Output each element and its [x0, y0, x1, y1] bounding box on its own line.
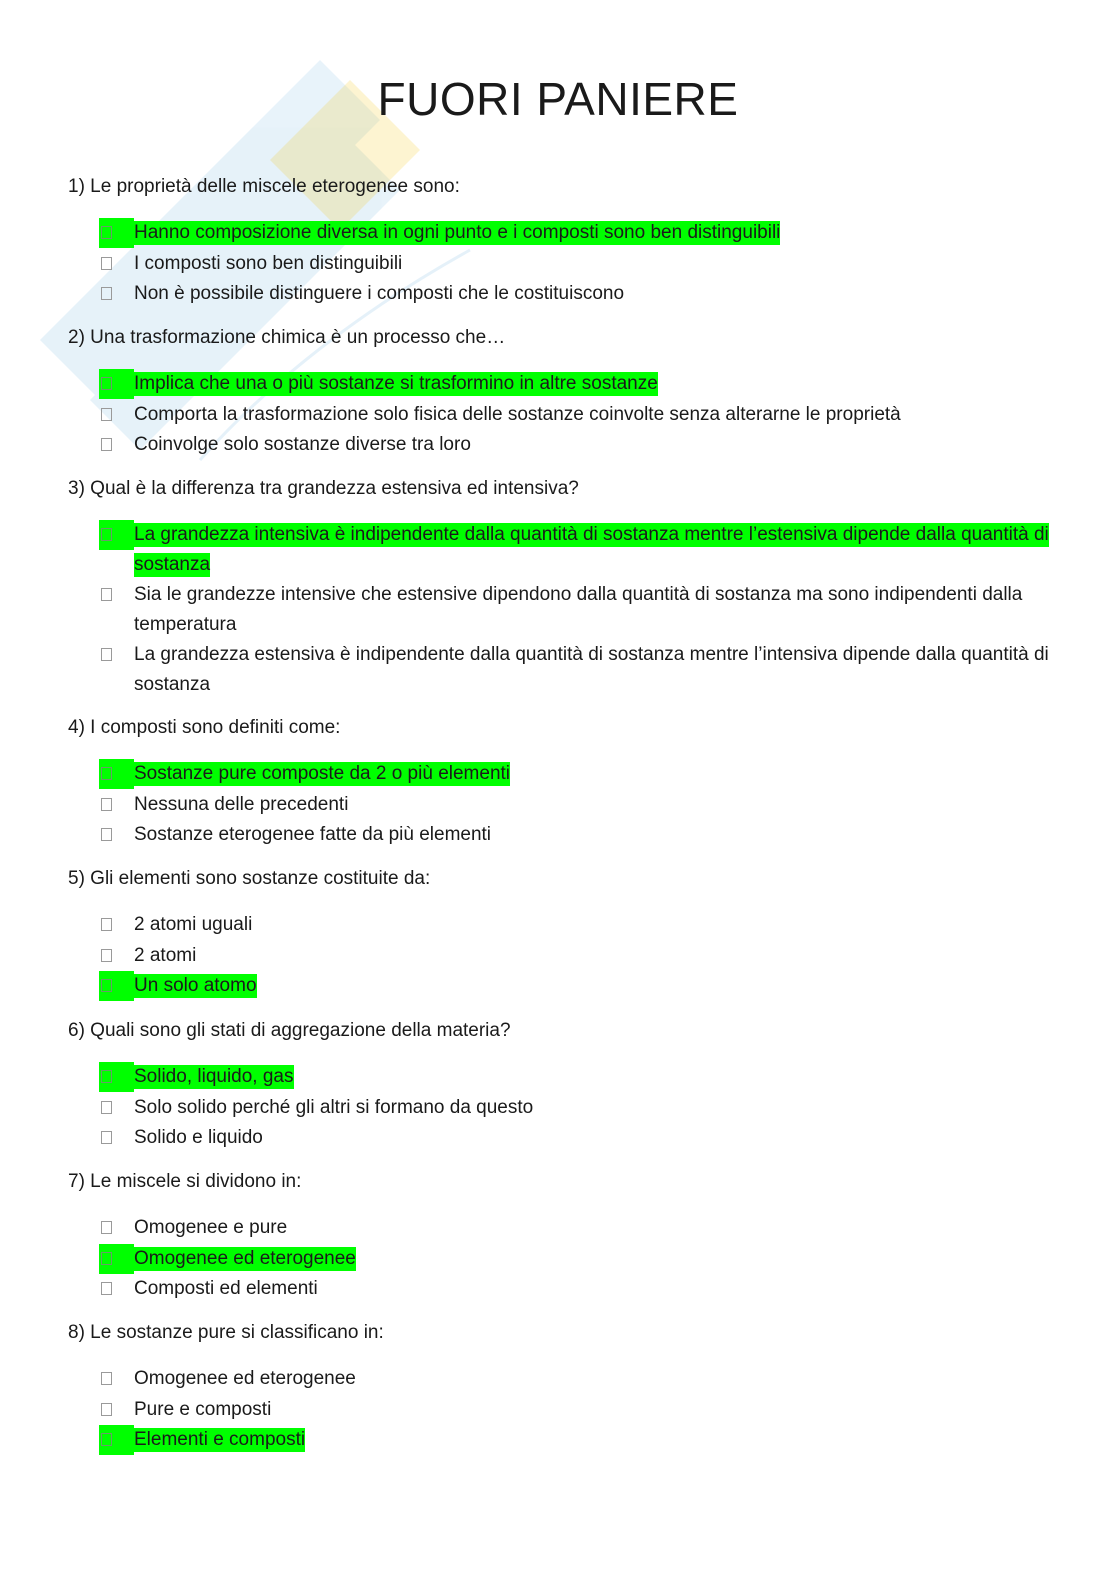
answer-label: Solido, liquido, gas	[134, 1066, 294, 1087]
answer-option-correct[interactable]	[99, 971, 1059, 1001]
answer-option[interactable]	[99, 400, 1059, 430]
checkbox-icon[interactable]	[101, 588, 112, 601]
answer-label: Implica che una o più sostanze si trasformino in altre sostanze	[134, 373, 658, 394]
checkbox-icon[interactable]	[101, 648, 112, 661]
answer-option[interactable]	[99, 910, 1059, 940]
answer-option-correct[interactable]	[99, 1244, 1059, 1274]
answer-text	[134, 249, 1059, 279]
checkbox-icon[interactable]	[101, 1252, 112, 1265]
answer-label: 2 atomi uguali	[134, 914, 253, 935]
answer-label: Nessuna delle precedenti	[134, 794, 349, 815]
checkbox-icon[interactable]	[101, 257, 112, 270]
question-3: 3) Qual è la differenza tra grandezza estensiva ed intensiva?	[68, 478, 579, 499]
checkbox-icon[interactable]	[101, 918, 112, 931]
question-8: 8) Le sostanze pure si classificano in:	[68, 1322, 384, 1343]
answer-label: Omogenee e pure	[134, 1217, 288, 1238]
answer-label: Comporta la trasformazione solo fisica delle sostanze coinvolte senza alterarne le proprietà	[134, 404, 901, 425]
answer-label: Omogenee ed eterogenee	[134, 1248, 356, 1269]
answer-text	[134, 910, 1059, 940]
answer-label: Solido e liquido	[134, 1127, 263, 1148]
question-1: 1) Le proprietà delle miscele eterogenee sono:	[68, 176, 460, 197]
checkbox-icon[interactable]	[101, 1282, 112, 1295]
answer-text	[134, 369, 1059, 399]
answer-option[interactable]	[99, 1395, 1059, 1425]
answer-option[interactable]	[99, 249, 1059, 279]
answer-label: Non è possibile distinguere i composti che le costituiscono	[134, 283, 625, 304]
answer-text	[134, 1274, 1059, 1304]
checkbox-icon[interactable]	[101, 1433, 112, 1446]
checkbox-icon[interactable]	[101, 287, 112, 300]
checkbox-icon[interactable]	[101, 828, 112, 841]
question-7: 7) Le miscele si dividono in:	[68, 1171, 302, 1192]
page-title: FUORI PANIERE	[377, 73, 739, 125]
answer-label: Sostanze eterogenee fatte da più elementi	[134, 824, 492, 845]
answer-option-correct[interactable]	[99, 369, 1059, 399]
answer-text	[134, 1093, 1059, 1123]
checkbox-icon[interactable]	[101, 949, 112, 962]
answer-label: La grandezza estensiva è indipendente dalla quantità di sostanza mentre l’intensiva dipende dalla quantità di sostanza	[134, 644, 1049, 695]
answer-text	[134, 279, 1059, 309]
checkbox-icon[interactable]	[101, 226, 112, 239]
answer-text	[134, 1244, 1059, 1274]
answer-text	[134, 1364, 1059, 1394]
answer-option[interactable]	[99, 1093, 1059, 1123]
answer-label: Hanno composizione diversa in ogni punto e i composti sono ben distinguibili	[134, 222, 781, 243]
answer-text	[134, 1213, 1059, 1243]
answer-option[interactable]	[99, 279, 1059, 309]
checkbox-icon[interactable]	[101, 408, 112, 421]
answer-text	[134, 1395, 1059, 1425]
checkbox-icon[interactable]	[101, 1221, 112, 1234]
answer-option[interactable]	[99, 430, 1059, 460]
answer-option-correct[interactable]	[99, 1425, 1059, 1455]
answer-option[interactable]	[99, 790, 1059, 820]
checkbox-icon[interactable]	[101, 798, 112, 811]
answer-option[interactable]	[99, 941, 1059, 971]
answer-option[interactable]	[99, 1274, 1059, 1304]
answer-option-correct[interactable]	[99, 1062, 1059, 1092]
answer-label: Pure e composti	[134, 1399, 272, 1420]
answer-text	[134, 820, 1059, 850]
answer-option-correct[interactable]	[99, 520, 1059, 580]
answer-option[interactable]	[99, 1123, 1059, 1153]
answer-label: Composti ed elementi	[134, 1278, 318, 1299]
checkbox-icon[interactable]	[101, 377, 112, 390]
answer-option[interactable]	[99, 580, 1059, 640]
checkbox-icon[interactable]	[101, 1403, 112, 1416]
answer-label: I composti sono ben distinguibili	[134, 253, 403, 274]
answer-label: 2 atomi	[134, 945, 197, 966]
question-6: 6) Quali sono gli stati di aggregazione della materia?	[68, 1020, 511, 1041]
checkbox-icon[interactable]	[101, 1070, 112, 1083]
checkbox-icon[interactable]	[101, 1372, 112, 1385]
answer-text	[134, 640, 1059, 700]
answer-option-correct[interactable]	[99, 218, 1059, 248]
answer-label: Un solo atomo	[134, 975, 257, 996]
checkbox-icon[interactable]	[101, 528, 112, 541]
answer-label: Solo solido perché gli altri si formano da questo	[134, 1097, 534, 1118]
answer-option[interactable]	[99, 1213, 1059, 1243]
answer-text	[134, 790, 1059, 820]
answer-text	[134, 580, 1059, 640]
answer-text	[134, 218, 1059, 248]
answer-text	[134, 520, 1059, 580]
answer-option[interactable]	[99, 1364, 1059, 1394]
checkbox-icon[interactable]	[101, 767, 112, 780]
checkbox-icon[interactable]	[101, 1101, 112, 1114]
question-5: 5) Gli elementi sono sostanze costituite da:	[68, 868, 431, 889]
answer-label: Elementi e composti	[134, 1429, 306, 1450]
answer-text	[134, 941, 1059, 971]
answer-label: Sia le grandezze intensive che estensive dipendono dalla quantità di sostanza ma sono indipendenti dalla temperatura	[134, 584, 1023, 635]
answer-label: La grandezza intensiva è indipendente dalla quantità di sostanza mentre l’estensiva dipende dalla quantità di sostanza	[134, 524, 1049, 575]
answer-label: Omogenee ed eterogenee	[134, 1368, 356, 1389]
question-4: 4) I composti sono definiti come:	[68, 717, 341, 738]
answer-text	[134, 1425, 1059, 1455]
answer-text	[134, 430, 1059, 460]
answer-text	[134, 1062, 1059, 1092]
checkbox-icon[interactable]	[101, 1131, 112, 1144]
answer-text	[134, 400, 1059, 430]
question-2: 2) Una trasformazione chimica è un processo che…	[68, 327, 506, 348]
answer-label: Sostanze pure composte da 2 o più elementi	[134, 763, 511, 784]
answer-option[interactable]	[99, 640, 1059, 700]
answer-text	[134, 1123, 1059, 1153]
answer-option[interactable]	[99, 820, 1059, 850]
answer-option-correct[interactable]	[99, 759, 1059, 789]
checkbox-icon[interactable]	[101, 979, 112, 992]
answer-text	[134, 971, 1059, 1001]
checkbox-icon[interactable]	[101, 438, 112, 451]
answer-label: Coinvolge solo sostanze diverse tra loro	[134, 434, 471, 455]
answer-text	[134, 759, 1059, 789]
